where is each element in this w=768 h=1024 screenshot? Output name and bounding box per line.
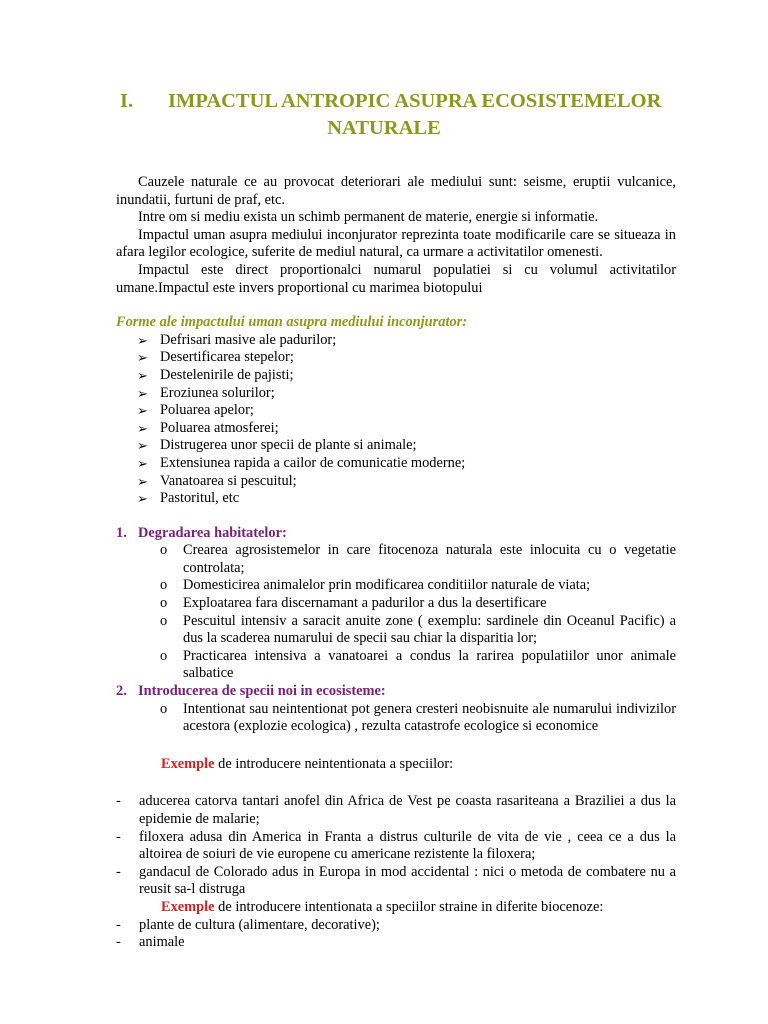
list-item: - plante de cultura (alimentare, decorative); — [116, 916, 380, 933]
list-item: o Pescuitul intensiv a saracit anuite zone ( exemplu: sardinele din Oceanul Pacific) a dus la scaderea numarului de specii sau chiar la disparitia lor; — [160, 612, 676, 647]
dash-bullet-icon: - — [116, 934, 121, 951]
paragraph: Impactul este direct proportionalci numarul populatiei si cu volumul activitatilor umane.Impactul este invers proportional cu marimea biotopului — [116, 261, 676, 296]
list-item: ➢ Poluarea atmosferei; — [137, 419, 279, 436]
arrow-bullet-icon: ➢ — [137, 420, 148, 436]
list-item: ➢ Eroziunea solurilor; — [137, 384, 275, 401]
examples-label: Exemple — [161, 755, 215, 772]
list-item: ➢ Poluarea apelor; — [137, 402, 254, 419]
list-item: o Practicarea intensiva a vanatoarei a condus la rarirea populatiilor unor animale salbatice — [160, 647, 676, 682]
title-line-1: IMPACTUL ANTROPIC ASUPRA ECOSISTEMELOR — [168, 90, 662, 112]
list-item: ➢ Extensiunea rapida a cailor de comunicatie moderne; — [137, 454, 466, 471]
list-item: o Exploatarea fara discernamant a padurilor a dus la desertificare — [160, 595, 547, 612]
dash-bullet-icon: - — [116, 793, 121, 810]
title-line-2: NATURALE — [327, 117, 441, 139]
arrow-bullet-icon: ➢ — [137, 473, 148, 489]
circle-bullet-icon: o — [160, 577, 168, 594]
list-item: ➢ Destelenirile de pajisti; — [137, 366, 294, 383]
circle-bullet-icon: o — [160, 647, 168, 664]
list-item: o Intentionat sau neintentionat pot genera cresteri neobisnuite ale numarului indivizilor acestora (explozie ecologica) , rezulta catastrofe ecologice si economice — [160, 700, 676, 735]
list-item: ➢ Distrugerea unor specii de plante si animale; — [137, 437, 417, 454]
list-item: ➢ Vanatoarea si pescuitul; — [137, 472, 297, 489]
arrow-bullet-icon: ➢ — [137, 403, 148, 419]
dash-bullet-icon: - — [116, 863, 121, 880]
arrow-bullet-icon: ➢ — [137, 491, 148, 507]
examples-intentional-list — [116, 917, 676, 952]
paragraph: Impactul uman asupra mediului inconjurator reprezinta toate modificarile care se situeaza in afara legilor ecologice, suferite de mediul natural, ca urmare a activitatilor omenesti. — [116, 226, 676, 261]
list-item: o Crearea agrosistemelor in care fitocenoza naturala este inlocuita cu o vegetatie controlata; — [160, 542, 676, 576]
body-text — [116, 174, 676, 952]
section-2-list — [116, 701, 676, 736]
forms-list — [116, 332, 676, 508]
arrow-bullet-icon: ➢ — [137, 455, 148, 471]
section-2-heading: 2. Introducerea de specii noi in ecosisteme: — [116, 683, 386, 700]
list-item: ➢ Defrisari masive ale padurilor; — [137, 331, 337, 348]
circle-bullet-icon: o — [160, 542, 168, 559]
arrow-bullet-icon: ➢ — [137, 438, 148, 454]
list-item: - filoxera adusa din America in Franta a distrus culturile de vita de vie , ceea ce a dus la altoirea de soiuri de vie europene cu americane rezistente la filoxera; — [116, 828, 676, 863]
list-item: ➢ Desertificarea stepelor; — [137, 349, 294, 366]
examples-intentional-heading: Exemple de introducere intentionata a speciilor straine in diferite biocenoze: — [161, 898, 604, 915]
paragraph: Cauzele naturale ce au provocat deteriorari ale mediului sunt: seisme, eruptii vulcanice, inundatii, furtuni de praf, etc. — [116, 174, 676, 208]
title-number: I. — [120, 90, 134, 112]
arrow-bullet-icon: ➢ — [137, 367, 148, 383]
examples-label: Exemple — [161, 898, 215, 915]
circle-bullet-icon: o — [160, 700, 168, 717]
forms-heading: Forme ale impactului uman asupra mediului inconjurator: — [116, 314, 468, 331]
circle-bullet-icon: o — [160, 612, 168, 629]
section-1-heading: 1. Degradarea habitatelor: — [116, 524, 287, 541]
arrow-bullet-icon: ➢ — [137, 385, 148, 401]
list-item: - aducerea catorva tantari anofel din Africa de Vest pe coasta rasariteana a Braziliei a dus la epidemie de malarie; — [116, 793, 676, 827]
list-item: ➢ Pastoritul, etc — [137, 490, 240, 507]
paragraph: Intre om si mediu exista un schimb permanent de materie, energie si informatie. — [138, 209, 599, 226]
arrow-bullet-icon: ➢ — [137, 350, 148, 366]
dash-bullet-icon: - — [116, 828, 121, 845]
dash-bullet-icon: - — [116, 916, 121, 933]
arrow-bullet-icon: ➢ — [137, 332, 148, 348]
circle-bullet-icon: o — [160, 595, 168, 612]
list-item: - animale — [116, 934, 185, 951]
list-item: - gandacul de Colorado adus in Europa in mod accidental : nici o metoda de combatere nu a reusit sa-l distruga — [116, 863, 676, 898]
examples-unintentional-heading: Exemple de introducere neintentionata a speciilor: — [161, 755, 454, 772]
list-item: o Domesticirea animalelor prin modificarea conditiilor naturale de viata; — [160, 577, 591, 594]
examples-unintentional-list — [116, 793, 676, 899]
section-1-list — [116, 542, 676, 683]
